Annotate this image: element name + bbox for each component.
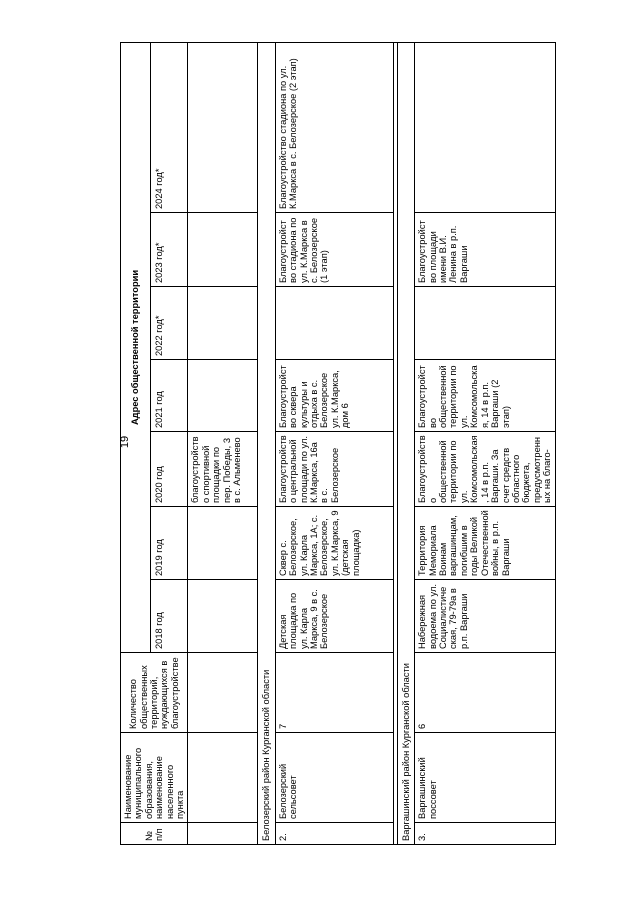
- header-num: № п/п: [121, 823, 188, 845]
- header-row-1: [121, 42, 151, 844]
- year-2018: 2018 год: [150, 580, 187, 653]
- row-name: Варгашинский поссовет: [415, 733, 555, 823]
- cell-2018: Набережная водоема по ул. Социалистическая, 79-79а в р.п. Варгаши: [415, 580, 555, 653]
- section-title-row: [397, 42, 414, 844]
- territories-table: [120, 42, 556, 845]
- section-title: Белозерский район Курганской области: [258, 42, 275, 844]
- page-number: 19: [119, 435, 131, 449]
- header-name: Наименование муниципального образования, наименование населенного пункта: [121, 733, 188, 823]
- row-name: Белозерский сельсовет: [275, 733, 393, 823]
- table-row: [275, 42, 393, 844]
- row-num: 2.: [275, 823, 393, 845]
- table-row: [415, 42, 555, 844]
- row-num: 3.: [415, 823, 555, 845]
- cell-2020: Благоустройство центральной площади по ул. К.Маркса, 16а в с. Белозерское: [275, 432, 393, 507]
- section-title-row: [258, 42, 275, 844]
- header-address: Адрес общественной территории: [121, 42, 151, 652]
- prev-cell-2020: благоустройство спортивной площадки по пер. Победы, 3 в с. Альменево: [188, 432, 258, 507]
- cell-2023: Благоустройство площади имени В.И. Ленина в р.п. Варгаши: [415, 213, 555, 287]
- year-2020: 2020 год: [150, 432, 187, 507]
- year-2023: 2023 год*: [150, 213, 187, 287]
- table-row: [188, 42, 258, 844]
- cell-2024: [415, 42, 555, 212]
- year-2022: 2022 год*: [150, 287, 187, 360]
- rotated-page: [120, 43, 553, 845]
- year-2024: 2024 год*: [150, 42, 187, 212]
- cell-2020: Благоустройство общественной территории по ул. Комсомольская, 14 в р.п. Варгаши. За счет средств областного бюджета, предусмотренных на благо-: [415, 432, 555, 507]
- year-2019: 2019 год: [150, 507, 187, 580]
- cell-2019: Сквер с. Белозерское, ул. Карла Маркса, 1А; с. Белозерское, ул. К.Маркса, 9 (детская площадка): [275, 507, 393, 580]
- cell-2024: Благоустройство стадиона по ул. К.Маркса в с. Белозерское (2 этап): [275, 42, 393, 212]
- cell-2023: Благоустройство стадиона по ул. К.Маркса в с. Белозерское (1 этап): [275, 213, 393, 287]
- cell-2022: [415, 287, 555, 360]
- row-count: 7: [275, 653, 393, 733]
- row-count: 6: [415, 653, 555, 733]
- cell-2019: Территория Мемориала Воинам варгашинцам, погибшим в годы Великой Отечественной войны, в р.п. Варгаши: [415, 507, 555, 580]
- cell-2022: [275, 287, 393, 360]
- cell-2021: Благоустройство общественной территории по ул. Комсомольская, 14 в р.п. Варгаши (2 этап): [415, 360, 555, 432]
- year-2021: 2021 год: [150, 360, 187, 432]
- section-title: Варгашинский район Курганской области: [397, 42, 414, 844]
- cell-2021: Благоустройство сквера культуры и отдыха в с. Белозерское ул. К.Маркса, дом 6: [275, 360, 393, 432]
- header-count: Количество общественных территорий, нуждающихся в благоустройстве: [121, 653, 188, 733]
- cell-2018: Детская площадка по ул. Карла Маркса, 9 в с. Белозерское: [275, 580, 393, 653]
